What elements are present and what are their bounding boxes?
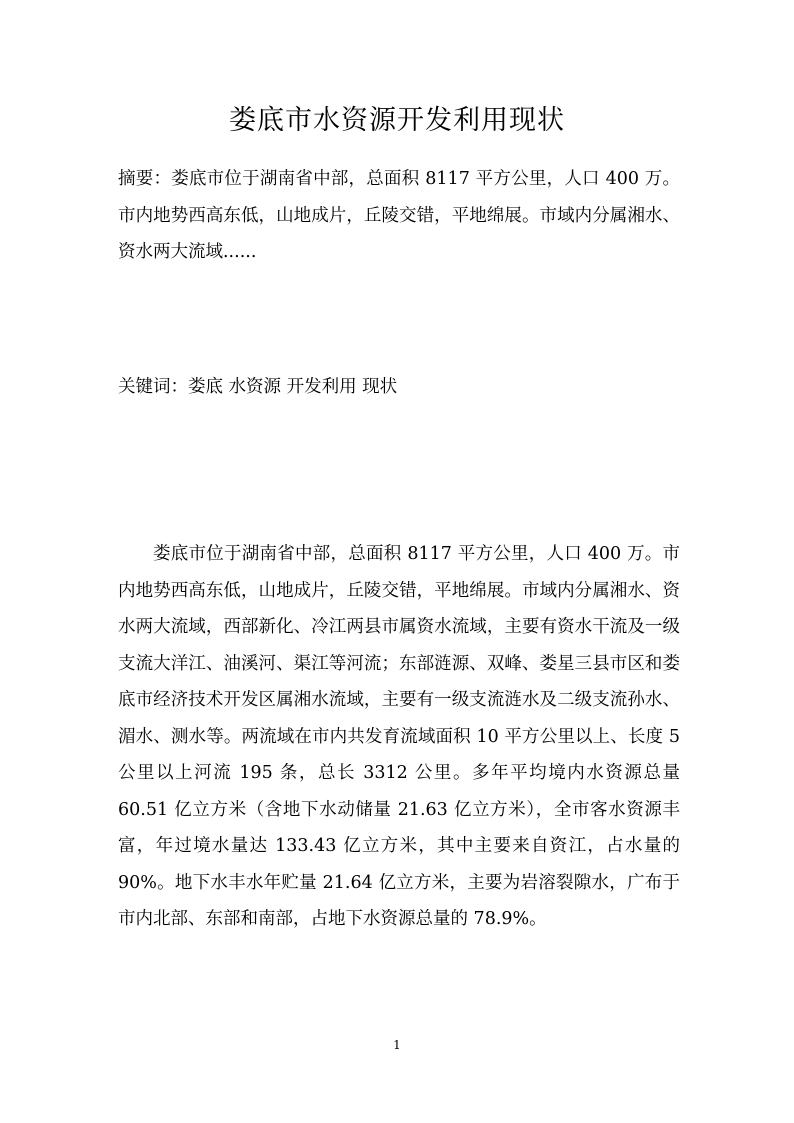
page-number: 1 <box>393 1038 401 1052</box>
body-paragraph: 娄底市位于湖南省中部，总面积 8117 平方公里，人口 400 万。市内地势西高东低，山地成片，丘陵交错，平地绵展。市域内分属湘水、资水两大流域，西部新化、冷江两县市属资水流域，主要有资水干流及一级支流大洋江、油溪河、渠江等河流；东部涟源、双峰、娄星三县市区和娄底市经济技术开发区属湘水流域，主要有一级支流涟水及二级支流孙水、湄水、测水等。两流域在市内共发育流域面积 10 平方公里以上、长度 5 公里以上河流 195 条，总长 3312 公里。多年平均境内水资源总量 60.51 亿立方米（含地下水动储量 21.63 亿立方米），全市客水资源丰富，年过境水量达 133.43 亿立方米，其中主要来自资江，占水量的 90%。地下水丰水年贮量 21.64 亿立方米，主要为岩溶裂隙水，广布于市内北部、东部和南部，占地下水资源总量的 78.9%。 <box>118 544 680 929</box>
keywords-line: 关键词：娄底 水资源 开发利用 现状 <box>118 377 398 397</box>
document-title: 娄底市水资源开发利用现状 <box>229 105 565 136</box>
abstract-paragraph: 摘要：娄底市位于湖南省中部，总面积 8117 平方公里，人口 400 万。市内地势西高东低，山地成片，丘陵交错，平地绵展。市域内分属湘水、资水两大流域...... <box>118 169 680 262</box>
